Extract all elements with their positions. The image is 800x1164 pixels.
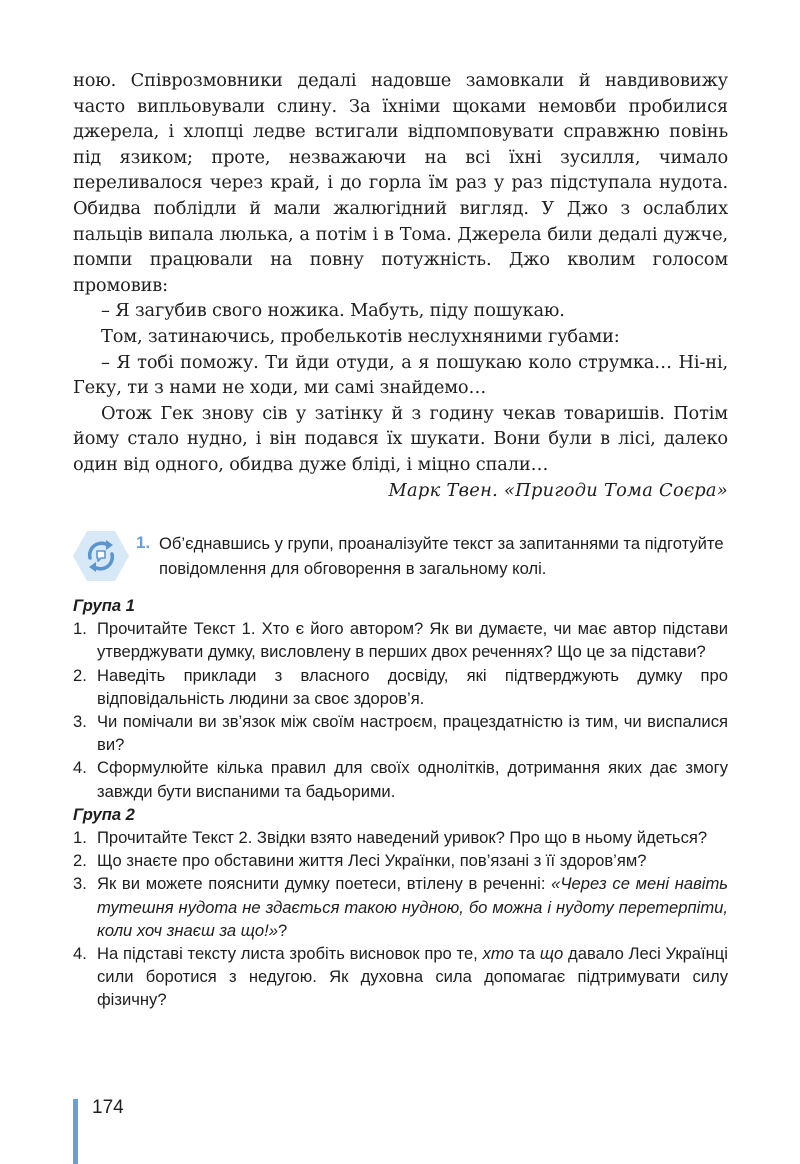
- group-1-title: Група 1: [73, 596, 135, 615]
- lesya-quote: «Через се мені навіть тутешня нудота не здається такою нудною, бо можна і нудоту перетерпіти, коли хоч знаєш за що!»: [97, 874, 728, 940]
- group-questions: [73, 594, 728, 1012]
- item-number: 2.: [73, 665, 87, 685]
- item-text: Прочитайте Текст 2. Звідки взято наведений уривок? Про що в ньому йдеться?: [97, 828, 708, 848]
- group-1-list: [73, 617, 728, 803]
- list-item: [73, 710, 728, 756]
- list-item: [73, 942, 728, 1012]
- dialogue-line: – Я загубив свого ножика. Мабуть, піду пошукаю.: [101, 300, 565, 322]
- item-text: Чи помічали ви зв’язок між своїм настроєм, працездатністю із тим, чи виспалися ви?: [97, 712, 728, 755]
- prose-line: Том, затинаючись, пробелькотів неслухняними губами:: [101, 325, 620, 347]
- list-item: [73, 872, 728, 942]
- list-item: [73, 664, 728, 710]
- item-text: Як ви можете пояснити думку поетеси, втілену в реченні:: [97, 874, 552, 894]
- list-item: [73, 826, 728, 849]
- item-number: 4.: [73, 758, 87, 778]
- story-excerpt: [73, 68, 728, 503]
- item-text: Сформулюйте кілька правил для своїх однолітків, дотримання яких дає змогу завжди бути виспаними та бадьорими.: [97, 758, 728, 801]
- group-2-list: [73, 826, 728, 1012]
- item-text: давало Лесі Українці сили боротися з недугою. Як духовна сила допомагає підтримувати силу фізичну?: [97, 944, 728, 1010]
- item-text: та: [513, 944, 540, 964]
- item-number: 4.: [73, 944, 87, 964]
- item-text: Що знаєте про обставини життя Лесі Українки, пов’язані з її здоров’ям?: [97, 851, 647, 871]
- task-number: 1.: [136, 533, 151, 552]
- task-instruction: Об’єднавшись у групи, проаналізуйте текст за запитаннями та підготуйте повідомлення для обговорення в загальному колі.: [159, 534, 724, 578]
- dialogue-line: – Я тобі поможу. Ти йди отуди, а я пошукаю коло струмка… Ні-ні, Геку, ти з нами не ходи, ми самі знайдемо…: [73, 351, 728, 399]
- list-item: [73, 617, 728, 663]
- item-number: 3.: [73, 874, 87, 894]
- prose-paragraph: ною. Співрозмовники дедалі надовше замовкали й навдивовижу часто випльовували слину. За їхніми щоками немовби пробилися джерела, і хлопці ледве встигали відпомповувати справжню повінь під язиком; проте, незважаючи на всі їхні зусилля, чимало переливалося через край, і до горла їм раз у раз підступала нудота. Обидва поблідли й мали жалюгідний вигляд. У Джо з ослаблих пальців випала люлька, а потім і в Тома. Джерела били дедалі дужче, помпи працювали на повну потужність. Джо кволим голосом промовив:: [73, 70, 728, 296]
- list-item: [73, 756, 728, 802]
- list-item: [73, 849, 728, 872]
- item-text: Прочитайте Текст 1. Хто є його автором? Як ви думаєте, чи має автор підстави утверджувати думку, висловлену в перших двох реченнях? Що це за підстави?: [97, 619, 728, 662]
- source-attribution: Марк Твен. «Пригоди Тома Соєра»: [388, 479, 728, 501]
- page-number: 174: [92, 1097, 124, 1118]
- item-number: 2.: [73, 851, 87, 871]
- item-text: На підставі тексту листа зробіть висновок про те,: [97, 944, 483, 964]
- group-discussion-icon: [73, 528, 129, 584]
- page-accent-bar: [73, 1099, 78, 1164]
- emphasis-word: що: [539, 944, 564, 964]
- item-number: 1.: [73, 619, 87, 639]
- group-2-title: Група 2: [73, 804, 135, 824]
- prose-paragraph: Отож Гек знову сів у затінку й з годину чекав товаришів. Потім йому стало нудно, і він подався їх шукати. Вони були в лісі, далеко один від одного, обидва дуже бліді, і міцно спали…: [73, 402, 728, 475]
- item-number: 1.: [73, 828, 87, 848]
- item-text: ?: [277, 920, 288, 940]
- emphasis-word: хто: [482, 944, 514, 964]
- item-number: 3.: [73, 712, 87, 732]
- item-text: Наведіть приклади з власного досвіду, які підтверджують думку про відповідальність людини за своє здоров’я.: [97, 665, 728, 708]
